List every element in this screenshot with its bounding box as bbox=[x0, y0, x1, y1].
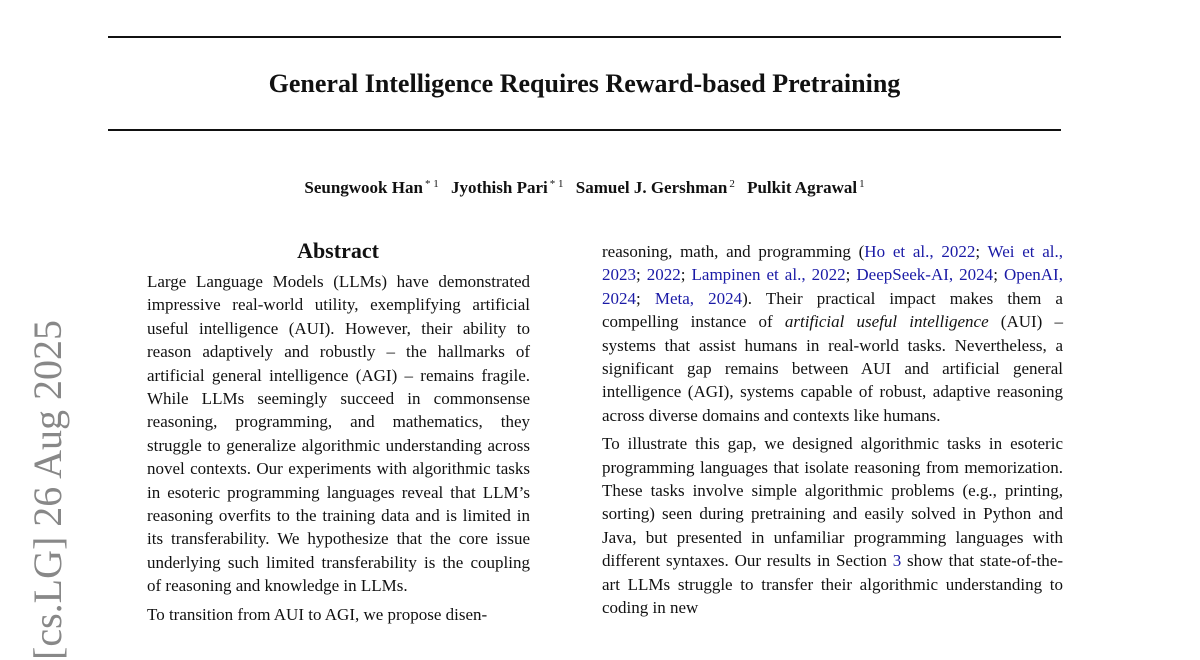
citation-link[interactable]: 2022 bbox=[646, 265, 681, 285]
author: Pulkit Agrawal $^1$ bbox=[747, 178, 865, 197]
citation-link[interactable]: OpenAI, 2024 bbox=[602, 265, 1063, 308]
arxiv-side-stamp: [cs.LG] 26 Aug 2025 bbox=[25, 320, 70, 660]
citation-link[interactable]: DeepSeek-AI, 2024 bbox=[856, 265, 994, 285]
abstract-heading: Abstract bbox=[297, 238, 379, 263]
section-ref-link[interactable]: 3 bbox=[892, 551, 902, 571]
author: Seungwook Han $^{* 1}$ bbox=[304, 178, 439, 197]
abstract-text: Large Language Models (LLMs) have demonstrated impressive real-world utility, exemplifying artificial useful intelligence (AUI). However, their ability to reason adaptively and robustly – the hallmarks of artificial general intelligence (AGI) – remains fragile. While LLMs seemingly succeed in commonsense reasoning, programming, and mathematics, they struggle to generalize algorithmic understanding across novel contexts. Our experiments with algorithmic tasks in esoteric programming languages reveal that LLM’s reasoning overfits to the training data and is limited in its transferability. We hypothesize that the core issue underlying such limited transferability is the coupling of reasoning and knowledge in LLMs. bbox=[147, 272, 530, 596]
author-affiliation: 2 bbox=[729, 178, 735, 190]
citation-link[interactable]: Ho et al., 2022 bbox=[864, 242, 976, 261]
author-list bbox=[108, 172, 1061, 200]
intro-paragraph-1: reasoning, math, and programming (Ho et al., 2022; Wei et al., 2023; 2022; Lampinen et al., 2022; DeepSeek-AI, 2024; OpenAI, 2024; Meta, 2024). Their practical impact makes them a compelling instance of artificial useful intelligence (AUI) – systems that assist humans in real-world tasks. Nevertheless, a significant gap remains between AUI and artificial general intelligence (AGI), systems capable of robust, adaptive reasoning across diverse domains and contexts like humans. bbox=[602, 242, 1063, 425]
title-bottom-rule bbox=[108, 129, 1061, 131]
author-affiliation: * 1 bbox=[549, 178, 564, 190]
title-top-rule bbox=[108, 36, 1061, 38]
citation-link[interactable]: Wei et al., 2023 bbox=[602, 242, 1063, 285]
term-aui: artificial useful intelligence bbox=[784, 312, 989, 332]
abstract-column bbox=[147, 270, 530, 626]
author-affiliation: 1 bbox=[859, 178, 865, 190]
abstract-paragraph-2: To transition from AUI to AGI, we propose disen- bbox=[147, 604, 488, 624]
intro-paragraph-2: To illustrate this gap, we designed algorithmic tasks in esoteric programming languages that isolate reasoning from memorization. These tasks involve simple algorithmic problems (e.g., printing, sorting) seen during pretraining and easily solved in Python and Java, but presented in unfamiliar programming languages with different syntaxes. Our results in Section 3 show that state-of-the-art LLMs struggle to transfer their algorithmic understanding to coding in new bbox=[602, 434, 1064, 618]
citation-link[interactable]: Lampinen et al., 2022 bbox=[691, 265, 846, 285]
author-affiliation: * 1 bbox=[424, 178, 439, 190]
paper-title: General Intelligence Requires Reward-based Pretraining bbox=[268, 69, 901, 98]
citation-link[interactable]: Meta, 2024 bbox=[654, 288, 743, 308]
intro-column bbox=[602, 240, 1063, 620]
author: Samuel J. Gershman $^2$ bbox=[575, 178, 735, 197]
author: Jyothish Pari $^{* 1}$ bbox=[450, 178, 564, 197]
